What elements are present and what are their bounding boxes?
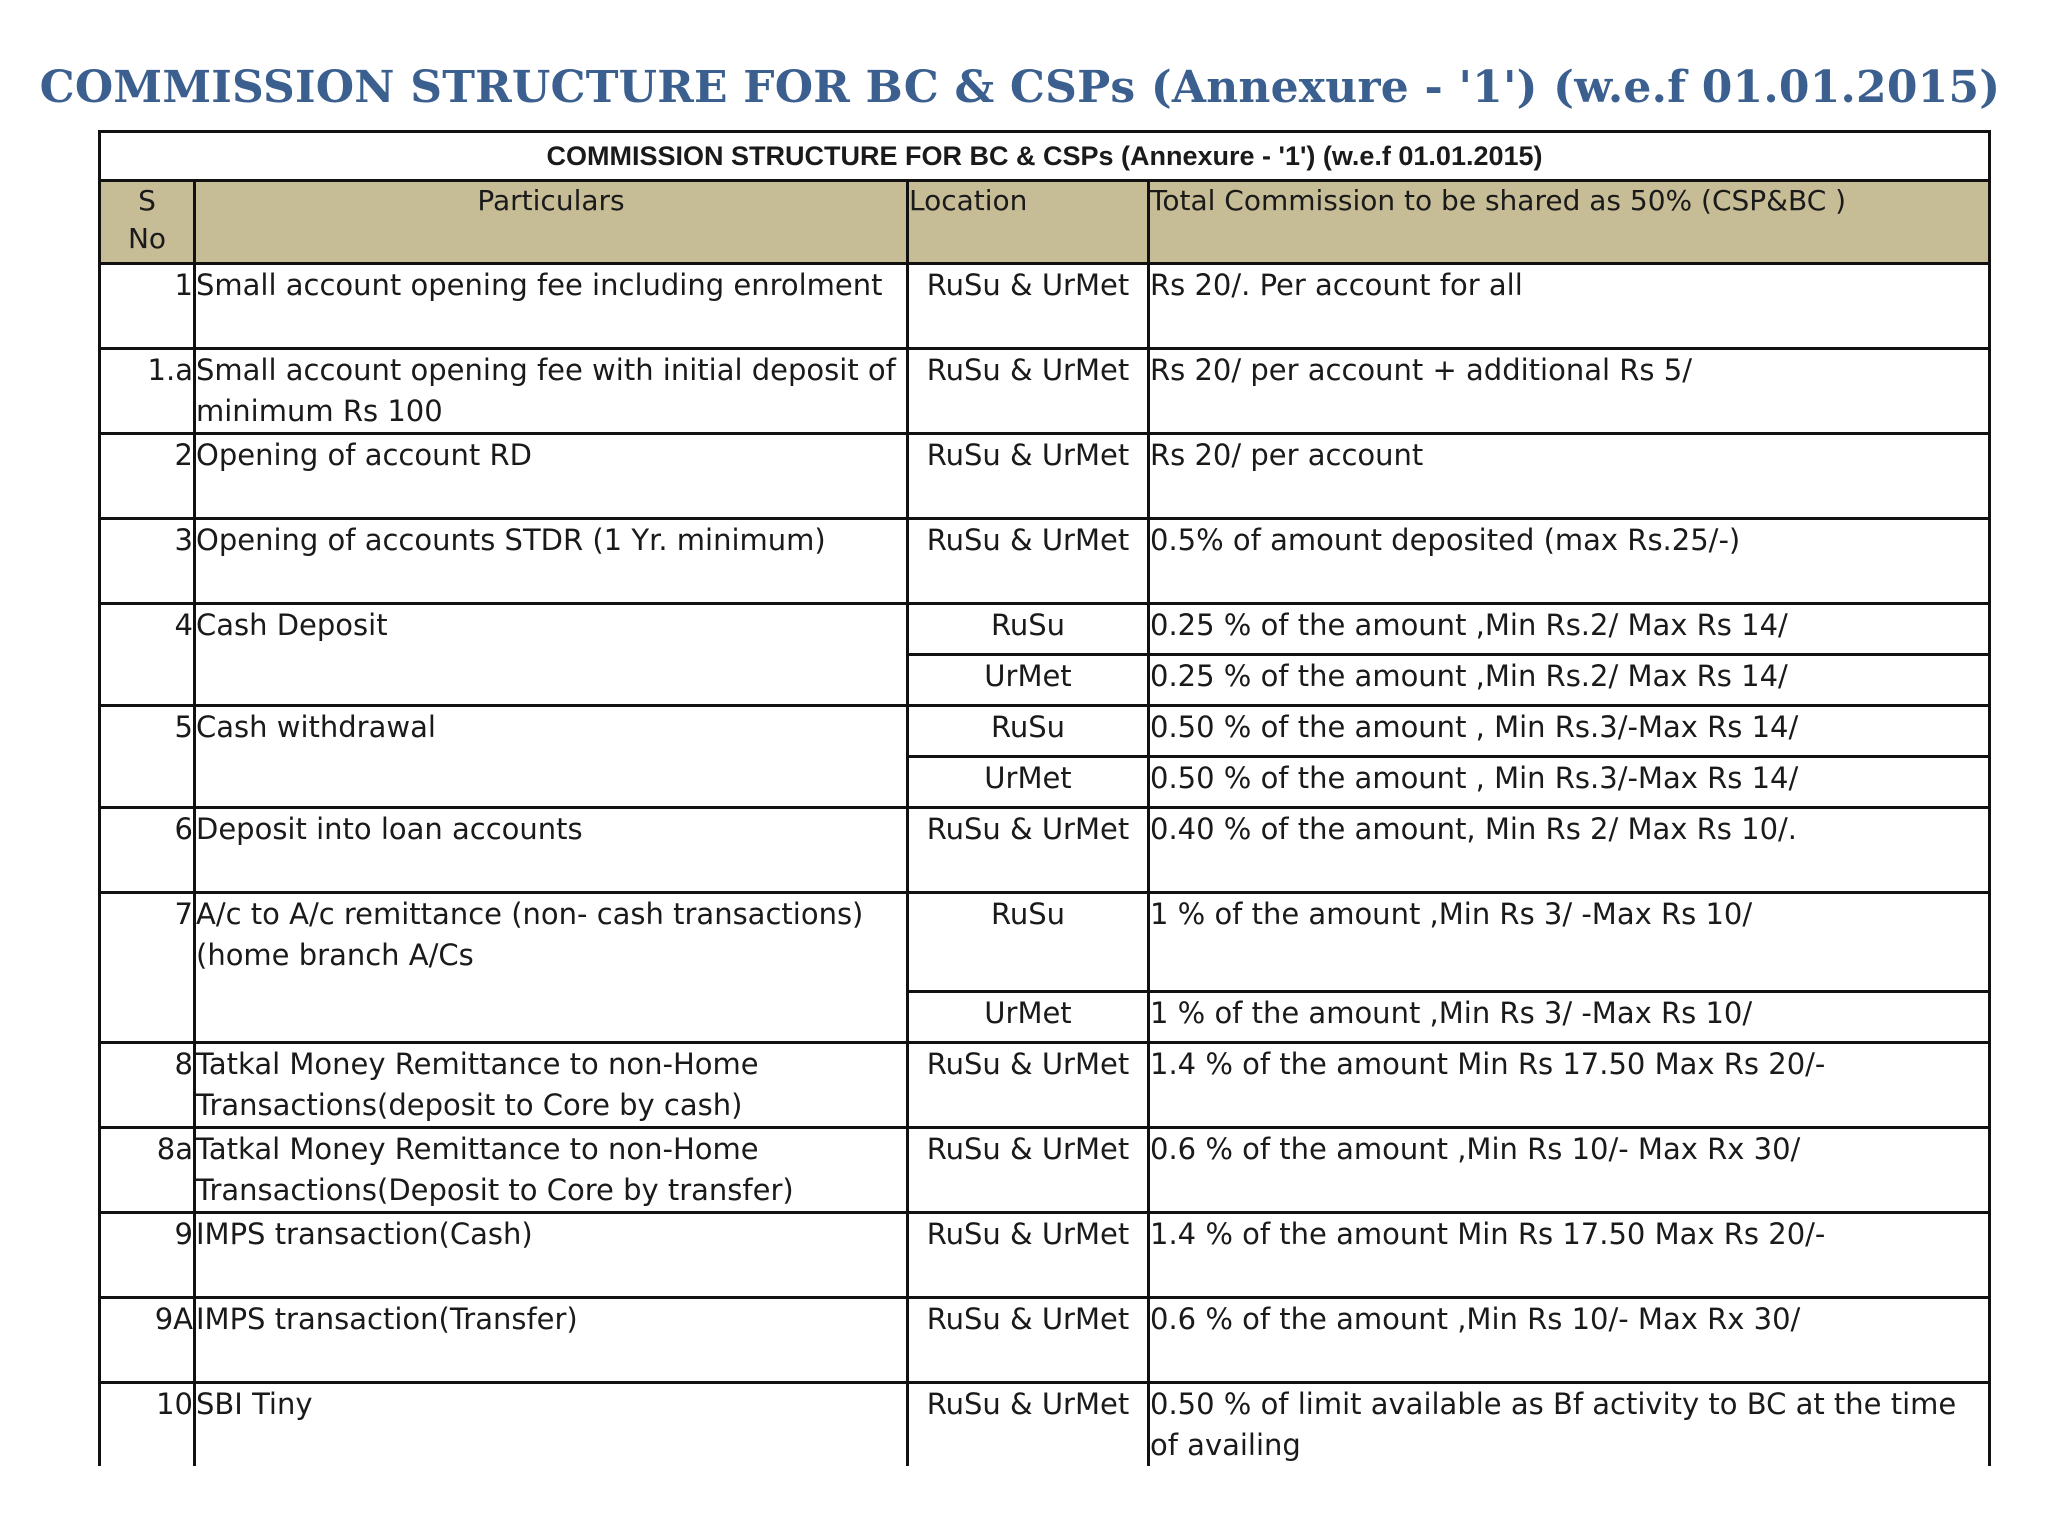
- row-location: RuSu: [908, 893, 1149, 992]
- row-particulars: A/c to A/c remittance (non- cash transactions)(home branch A/Cs: [195, 893, 908, 1043]
- row-particulars: Deposit into loan accounts: [195, 808, 908, 893]
- row-location: RuSu & UrMet: [908, 1043, 1149, 1128]
- row-sno: 1.a: [100, 349, 195, 434]
- row-location: RuSu & UrMet: [908, 1213, 1149, 1298]
- row-commission: 0.40 % of the amount, Min Rs 2/ Max Rs 10/.: [1149, 808, 1990, 893]
- table-row: [100, 1128, 1990, 1213]
- row-location: RuSu: [908, 604, 1149, 655]
- table-row: [100, 434, 1990, 519]
- row-commission: 0.25 % of the amount ,Min Rs.2/ Max Rs 14/: [1149, 604, 1990, 655]
- row-location: RuSu & UrMet: [908, 1298, 1149, 1383]
- table-row: [100, 1043, 1990, 1128]
- row-particulars: Small account opening fee including enrolment: [195, 264, 908, 349]
- table-caption: COMMISSION STRUCTURE FOR BC & CSPs (Annexure - '1') (w.e.f 01.01.2015): [100, 132, 1990, 181]
- row-commission: 0.25 % of the amount ,Min Rs.2/ Max Rs 14/: [1149, 655, 1990, 706]
- row-sno: 10: [100, 1383, 195, 1467]
- header-sno: S No: [100, 181, 195, 264]
- row-particulars: Tatkal Money Remittance to non-Home Transactions(deposit to Core by cash): [195, 1043, 908, 1128]
- table-row: [100, 1383, 1990, 1467]
- commission-table: [98, 130, 1991, 1466]
- row-location: RuSu & UrMet: [908, 808, 1149, 893]
- table-row: [100, 808, 1990, 893]
- row-sno: 7: [100, 893, 195, 1043]
- row-sno: 5: [100, 706, 195, 808]
- row-particulars: Opening of accounts STDR (1 Yr. minimum): [195, 519, 908, 604]
- table-row: [100, 893, 1990, 992]
- row-location: UrMet: [908, 655, 1149, 706]
- row-particulars: Tatkal Money Remittance to non-Home Transactions(Deposit to Core by transfer): [195, 1128, 908, 1213]
- row-sno: 1: [100, 264, 195, 349]
- row-particulars: Small account opening fee with initial deposit of minimum Rs 100: [195, 349, 908, 434]
- row-particulars: Cash withdrawal: [195, 706, 908, 808]
- table-row: [100, 604, 1990, 655]
- row-particulars: IMPS transaction(Transfer): [195, 1298, 908, 1383]
- table-row: [100, 706, 1990, 757]
- row-commission: Rs 20/ per account: [1149, 434, 1990, 519]
- row-commission: Rs 20/. Per account for all: [1149, 264, 1990, 349]
- table-row: [100, 1298, 1990, 1383]
- row-sno: 4: [100, 604, 195, 706]
- row-sno: 9A: [100, 1298, 195, 1383]
- header-particulars: Particulars: [195, 181, 908, 264]
- row-particulars: SBI Tiny: [195, 1383, 908, 1467]
- row-commission: 1 % of the amount ,Min Rs 3/ -Max Rs 10/: [1149, 893, 1990, 992]
- row-particulars: IMPS transaction(Cash): [195, 1213, 908, 1298]
- header-commission: Total Commission to be shared as 50% (CSP&BC ): [1149, 181, 1990, 264]
- table-row: [100, 264, 1990, 349]
- row-commission: Rs 20/ per account + additional Rs 5/: [1149, 349, 1990, 434]
- row-location: UrMet: [908, 992, 1149, 1043]
- row-commission: 0.5% of amount deposited (max Rs.25/-): [1149, 519, 1990, 604]
- row-commission: 1.4 % of the amount Min Rs 17.50 Max Rs 20/-: [1149, 1213, 1990, 1298]
- row-location: RuSu & UrMet: [908, 519, 1149, 604]
- table-row: [100, 1213, 1990, 1298]
- row-commission: 0.6 % of the amount ,Min Rs 10/- Max Rx 30/: [1149, 1128, 1990, 1213]
- header-location: Location: [908, 181, 1149, 264]
- row-commission: 0.50 % of limit available as Bf activity to BC at the time of availing: [1149, 1383, 1990, 1467]
- row-sno: 3: [100, 519, 195, 604]
- table-row: [100, 519, 1990, 604]
- page-title: COMMISSION STRUCTURE FOR BC & CSPs (Annexure - '1') (w.e.f 01.01.2015): [39, 62, 2001, 113]
- table-row: [100, 349, 1990, 434]
- row-location: RuSu & UrMet: [908, 1128, 1149, 1213]
- row-sno: 9: [100, 1213, 195, 1298]
- row-commission: 0.6 % of the amount ,Min Rs 10/- Max Rx 30/: [1149, 1298, 1990, 1383]
- row-location: RuSu & UrMet: [908, 349, 1149, 434]
- row-location: RuSu & UrMet: [908, 434, 1149, 519]
- row-location: RuSu: [908, 706, 1149, 757]
- row-commission: 0.50 % of the amount , Min Rs.3/-Max Rs 14/: [1149, 706, 1990, 757]
- row-commission: 1 % of the amount ,Min Rs 3/ -Max Rs 10/: [1149, 992, 1990, 1043]
- row-location: UrMet: [908, 757, 1149, 808]
- row-commission: 0.50 % of the amount , Min Rs.3/-Max Rs 14/: [1149, 757, 1990, 808]
- header-row: [100, 181, 1990, 264]
- row-sno: 2: [100, 434, 195, 519]
- row-particulars: Cash Deposit: [195, 604, 908, 706]
- row-particulars: Opening of account RD: [195, 434, 908, 519]
- row-sno: 8: [100, 1043, 195, 1128]
- row-commission: 1.4 % of the amount Min Rs 17.50 Max Rs 20/-: [1149, 1043, 1990, 1128]
- row-sno: 6: [100, 808, 195, 893]
- row-location: RuSu & UrMet: [908, 1383, 1149, 1467]
- row-location: RuSu & UrMet: [908, 264, 1149, 349]
- row-sno: 8a: [100, 1128, 195, 1213]
